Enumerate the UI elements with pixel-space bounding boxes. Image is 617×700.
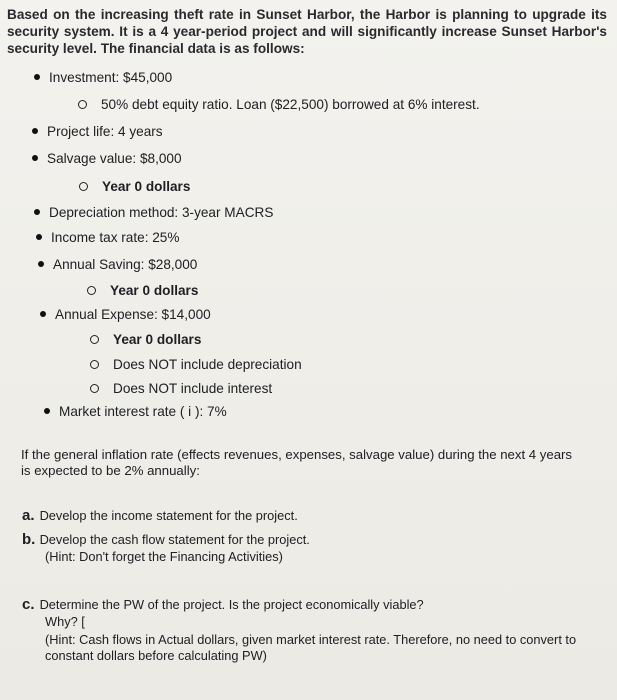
- bullet-icon: [38, 261, 44, 267]
- question-text: Determine the PW of the project. Is the project economically viable?: [39, 597, 424, 612]
- bullet-icon: [34, 74, 40, 80]
- question-c-why: Why? [: [45, 614, 85, 629]
- circle-bullet-icon: [78, 100, 87, 109]
- list-item-salvage: Salvage value: $8,000: [32, 151, 182, 166]
- list-item-market-rate: Market interest rate ( i ): 7%: [44, 404, 227, 419]
- bullet-icon: [40, 311, 46, 317]
- question-text: Develop the income statement for the project.: [39, 508, 298, 523]
- sub-item-salvage-year0: Year 0 dollars: [79, 179, 190, 194]
- bullet-icon: [34, 209, 40, 215]
- circle-bullet-icon: [90, 360, 99, 369]
- list-item-expense: Annual Expense: $14,000: [40, 307, 211, 322]
- bullet-icon: [44, 408, 50, 414]
- bullet-icon: [32, 128, 38, 134]
- list-item-investment: Investment: $45,000: [34, 70, 172, 85]
- question-letter: b.: [22, 531, 36, 548]
- circle-bullet-icon: [79, 182, 88, 191]
- sub-item-expense-no-depreciation: Does NOT include depreciation: [90, 357, 302, 372]
- question-text: Develop the cash flow statement for the project.: [39, 532, 310, 547]
- question-a: [22, 508, 298, 524]
- question-letter: c.: [22, 596, 35, 613]
- question-b-hint: (Hint: Don't forget the Financing Activities): [45, 549, 283, 564]
- question-b: [22, 532, 310, 548]
- bullet-icon: [32, 155, 38, 161]
- list-item-saving: Annual Saving: $28,000: [38, 257, 197, 272]
- circle-bullet-icon: [87, 286, 96, 295]
- circle-bullet-icon: [90, 335, 99, 344]
- list-item-project-life: Project life: 4 years: [32, 124, 163, 139]
- sub-item-expense-year0: Year 0 dollars: [90, 332, 201, 347]
- bullet-icon: [36, 234, 42, 240]
- intro-paragraph: Based on the increasing theft rate in Sunset Harbor, the Harbor is planning to upgrade its security system. It is a 4 year-period project and will significantly increase Sunset Harbor's security level. The financial data is as follows:: [7, 7, 607, 56]
- question-c: [22, 597, 424, 613]
- circle-bullet-icon: [90, 384, 99, 393]
- inflation-paragraph: If the general inflation rate (effects revenues, expenses, salvage value) during the next 4 years is expected to be 2% annually:: [21, 447, 573, 478]
- list-item-depreciation: Depreciation method: 3-year MACRS: [34, 205, 273, 220]
- question-letter: a.: [22, 507, 35, 524]
- sub-item-expense-no-interest: Does NOT include interest: [90, 381, 272, 396]
- list-item-tax: Income tax rate: 25%: [36, 230, 179, 245]
- sub-item-saving-year0: Year 0 dollars: [87, 283, 198, 298]
- question-c-hint: (Hint: Cash flows in Actual dollars, given market interest rate. Therefore, no need to convert to constant dollars before calculating PW): [45, 632, 577, 663]
- sub-item-loan: 50% debt equity ratio. Loan ($22,500) borrowed at 6% interest.: [78, 97, 480, 112]
